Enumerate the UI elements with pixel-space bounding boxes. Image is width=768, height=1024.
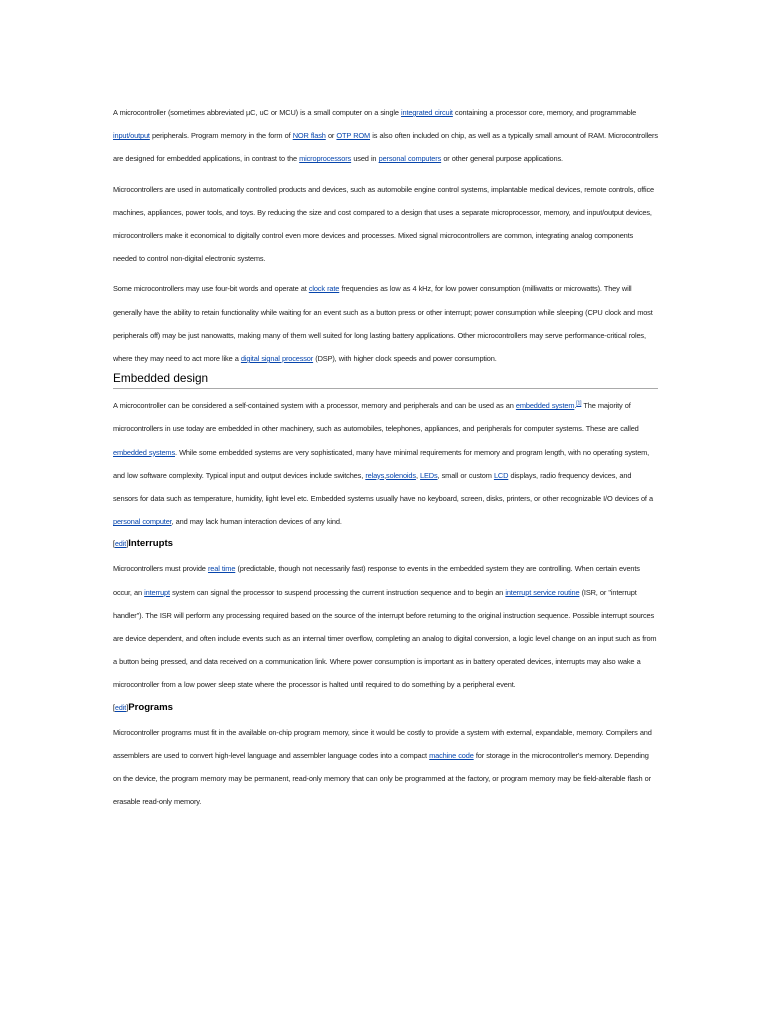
bracket: ] xyxy=(126,541,129,549)
paragraph-embedded xyxy=(113,394,658,533)
text-run: containing a processor core, memory, and programmable xyxy=(452,108,637,117)
text-run: (ISR, or "interrupt handler"). The ISR will perform any processing required based on the source of the interrupt before returning to the original instruction sequence. Possible interrupt sources are device dependent, and often include events such as an internal timer overflow, completing an analog to digital conversion, a logic level change on an input such as from a button being pressed, and data received on a communication link. Where power consumption is important as in battery operated devices, interrupts may also wake a microcontroller from a low power sleep state where the processor is halted until required to do something by a peripheral event. xyxy=(113,587,657,690)
heading-embedded-design: Embedded design xyxy=(113,371,658,389)
link-lcd[interactable]: LCD xyxy=(493,470,509,480)
text-run: The majority of microcontrollers in use today are embedded in other machinery, such as automobiles, telephones, appliances, and peripherals for computer systems. These are called xyxy=(113,401,639,434)
link-solenoids[interactable]: solenoids xyxy=(386,470,416,480)
link-embedded-system[interactable]: embedded system xyxy=(515,401,575,411)
reference-link[interactable]: [1] xyxy=(576,400,582,407)
text-run: Microcontroller programs must fit in the available on-chip program memory, since it would be costly to provide a system with external, expandable, memory. Compilers and assemblers are used to convert high-level language and assembler language codes into a compact xyxy=(113,727,652,760)
text-run: . While some embedded systems are very sophisticated, many have minimal requirements for memory and program length, with no operating system, and low software complexity. Typical input and output devices include switches, xyxy=(113,447,650,480)
text-run: , and may lack human interaction devices of any kind. xyxy=(171,517,342,527)
link-real-time[interactable]: real time xyxy=(207,564,236,574)
link-otp-rom[interactable]: OTP ROM xyxy=(336,131,371,141)
link-relays[interactable]: relays xyxy=(365,470,385,480)
text-run: used in xyxy=(351,154,379,164)
text-run: Some microcontrollers may use four-bit words and operate at xyxy=(113,284,309,294)
link-clock-rate[interactable]: clock rate xyxy=(308,284,340,294)
text-run: , xyxy=(384,470,387,480)
edit-section-programs xyxy=(113,705,128,712)
paragraph-interrupts xyxy=(113,557,658,696)
link-interrupt[interactable]: interrupt xyxy=(144,587,170,597)
link-integrated-circuit[interactable]: integrated circuit xyxy=(401,108,453,117)
edit-section-interrupts xyxy=(113,541,128,548)
link-embedded-systems[interactable]: embedded systems xyxy=(113,447,175,457)
paragraph-power xyxy=(113,277,658,370)
link-microprocessors[interactable]: microprocessors xyxy=(299,154,352,164)
link-input-output[interactable]: input/output xyxy=(113,131,150,141)
heading-title-programs: Programs xyxy=(128,701,173,713)
text-run: A microcontroller can be considered a self-contained system with a processor, memory and peripherals and can be used as an xyxy=(113,401,516,411)
text-run: for storage in the microcontroller's memory. Depending on the device, the program memory may be permanent, read-only memory that can only be programmed at the factory, or program memory may be field-alterable flash or erasable read-only memory. xyxy=(113,750,651,807)
text-run: A microcontroller (sometimes abbreviated µC, uC or MCU) is a small computer on a single xyxy=(113,108,402,117)
text-run: peripherals. Program memory in the form of xyxy=(149,131,293,141)
link-nor-flash[interactable]: NOR flash xyxy=(292,131,326,141)
heading-title-interrupts: Interrupts xyxy=(128,538,173,550)
link-leds[interactable]: LEDs xyxy=(420,470,438,480)
text-run: or other general purpose applications. xyxy=(441,154,563,164)
link-digital-signal-processor[interactable]: digital signal processor xyxy=(240,354,314,364)
text-run: . xyxy=(574,401,577,411)
bracket: ] xyxy=(126,704,129,712)
text-run: , xyxy=(415,470,421,480)
bracket: [ xyxy=(113,704,115,712)
paragraph-programs xyxy=(113,721,658,814)
paragraph-intro xyxy=(113,101,658,171)
bracket: [ xyxy=(113,541,115,549)
text-run: (predictable, though not necessarily fast) response to events in the embedded system they are controlling. When certain events occur, an xyxy=(113,564,640,597)
text-run: (DSP), with higher clock speeds and power consumption. xyxy=(313,354,497,364)
link-interrupt-service-routine[interactable]: interrupt service routine xyxy=(505,587,580,597)
text-run: system can signal the processor to suspend processing the current instruction sequence and to begin an xyxy=(169,587,506,597)
link-personal-computer[interactable]: personal computer xyxy=(113,517,172,527)
paragraph-applications: Microcontrollers are used in automatically controlled products and devices, such as automobile engine control systems, implantable medical devices, remote controls, office machines, appliances, power tools, and toys. By reducing the size and cost compared to a design that uses a separate microprocessor, memory, and input/output devices, microcontrollers make it economical to digitally control even more devices and processes. Mixed signal microcontrollers are common, integrating analog components needed to control non-digital electronic systems. xyxy=(113,184,654,264)
text-run: Microcontrollers must provide xyxy=(113,564,208,574)
article-body xyxy=(113,101,658,813)
text-run: or xyxy=(325,131,337,141)
text-run: displays, radio frequency devices, and sensors for data such as temperature, humidity, light level etc. Embedded systems usually have no keyboard, screen, disks, printers, or other recognizable I/O devices of a xyxy=(113,470,653,504)
edit-link-programs[interactable]: edit xyxy=(114,704,127,712)
edit-link-interrupts[interactable]: edit xyxy=(114,541,127,549)
link-machine-code[interactable]: machine code xyxy=(429,750,474,760)
heading-programs xyxy=(113,699,658,717)
heading-interrupts xyxy=(113,535,658,553)
text-run: frequencies as low as 4 kHz, for low power consumption (milliwatts or microwatts). They will generally have the ability to retain functionality while waiting for an event such as a button press or other interrupt; power consumption while sleeping (CPU clock and most peripherals off) may be just nanowatts, making many of them well suited for long lasting battery applications. Other microcontrollers may serve performance-critical roles, where they may need to act more like a xyxy=(113,284,653,364)
link-personal-computers[interactable]: personal computers xyxy=(378,154,442,164)
text-run: is also often included on chip, as well as a typically small amount of RAM. Microcontrollers are designed for embedded applications, in contrast to the xyxy=(113,131,658,164)
text-run: , small or custom xyxy=(437,470,494,480)
